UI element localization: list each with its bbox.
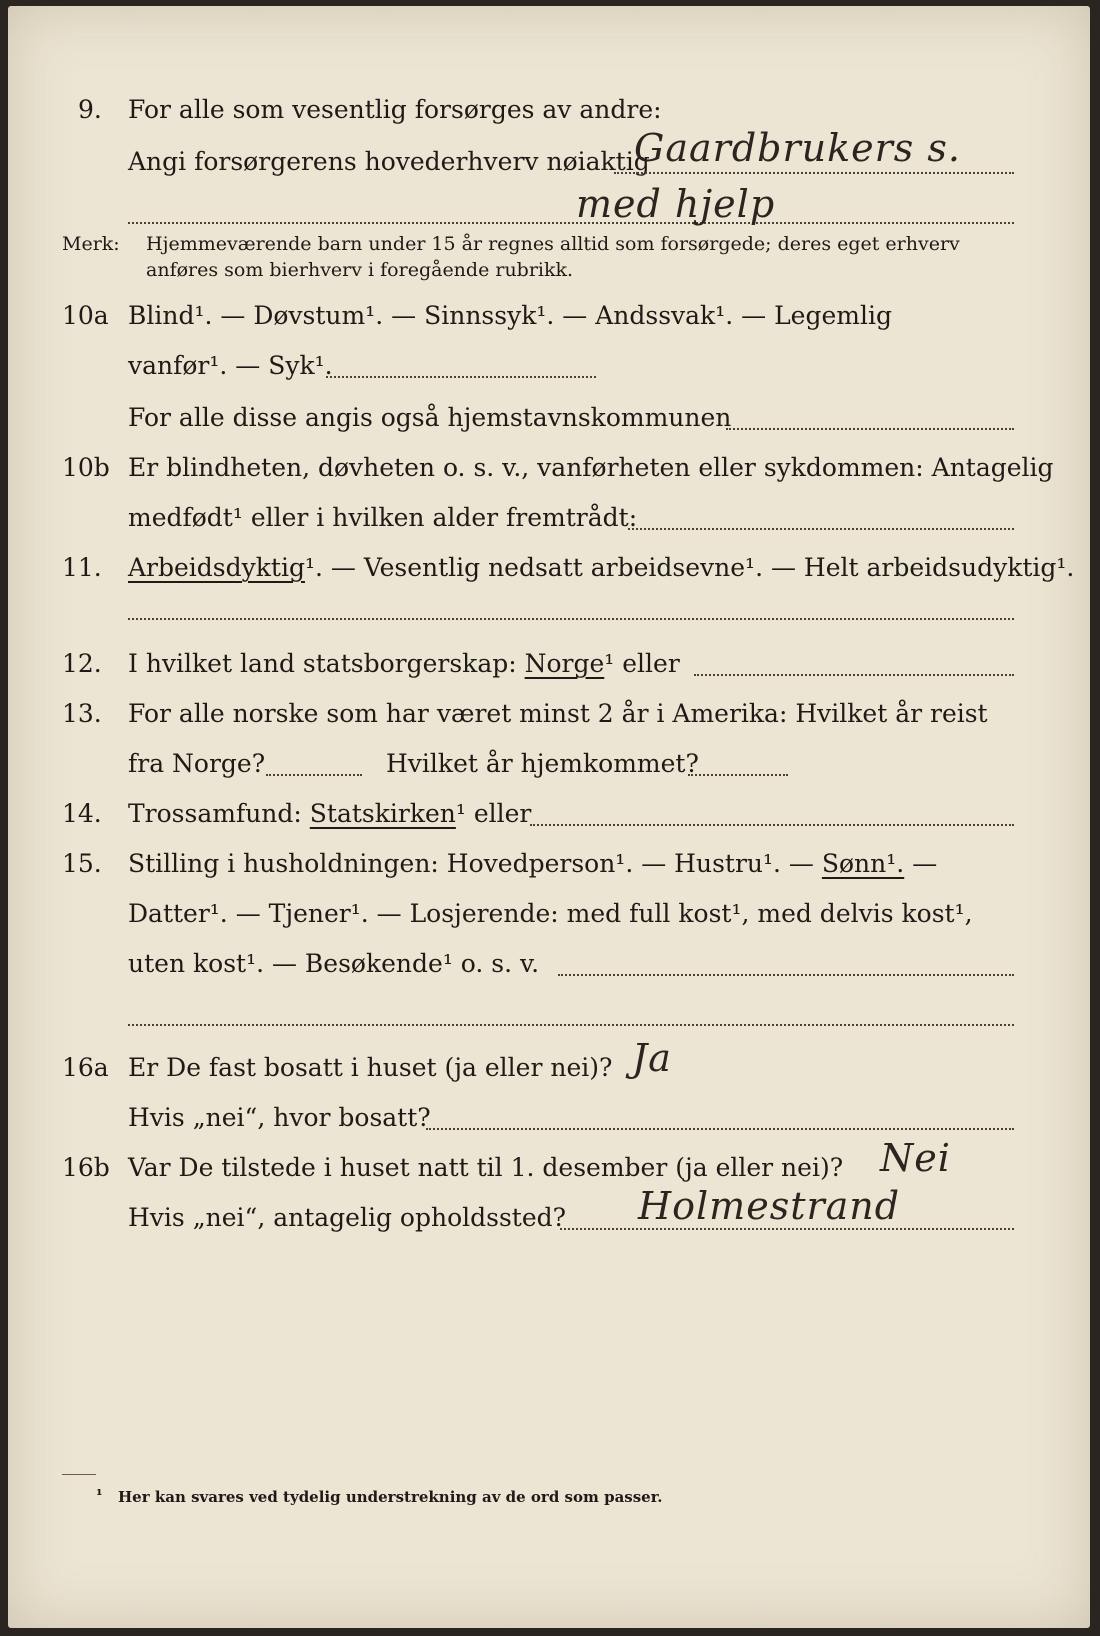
q10b-answer-line: [628, 528, 1014, 530]
q14-option-statskirken-underlined[interactable]: Statskirken: [309, 799, 456, 828]
q10a-number: 10a: [62, 301, 109, 330]
q12-option-norge-underlined[interactable]: Norge: [524, 649, 605, 678]
q9-answer-line2: [128, 222, 1014, 224]
q10a-answer-line2: [726, 428, 1014, 430]
q15-answer-line2: [128, 1024, 1014, 1026]
footnote-mark: ¹: [96, 1486, 103, 1504]
merk-line1: Hjemmeværende barn under 15 år regnes alltid som forsørgede; deres eget erhverv: [146, 233, 960, 255]
q16b-handwritten-answer1[interactable]: Nei: [880, 1136, 951, 1180]
q10a-answer-line1: [326, 376, 596, 378]
q16b-line2: Hvis „nei“, antagelig opholdssted?: [128, 1203, 567, 1232]
q13-answer-line2: [688, 774, 788, 776]
q14-post: ¹ eller: [455, 799, 532, 828]
census-form-page: [8, 6, 1090, 1628]
q9-answer-line1: [614, 172, 1014, 174]
merk-label: Merk:: [62, 233, 120, 255]
q13-line2b: Hvilket år hjemkommet?: [386, 749, 699, 778]
q15-number: 15.: [62, 849, 102, 878]
q12-pre: I hvilket land statsborgerskap:: [128, 649, 517, 678]
q11-option-arbeidsdyktig-underlined[interactable]: Arbeidsdyktig: [128, 553, 305, 582]
q16b-number: 16b: [62, 1153, 110, 1182]
q13-line1: For alle norske som har været minst 2 år i Amerika: Hvilket år reist: [128, 699, 988, 728]
q16a-line2: Hvis „nei“, hvor bosatt?: [128, 1103, 431, 1132]
q9-line2: Angi forsørgerens hovederhverv nøiaktig: [128, 147, 650, 176]
q15-line3: uten kost¹. — Besøkende¹ o. s. v.: [128, 949, 540, 978]
q14-text: [128, 798, 531, 830]
q16a-answer-line: [426, 1128, 1014, 1130]
q9-handwritten-answer2[interactable]: med hjelp: [576, 182, 776, 226]
q16a-handwritten-answer[interactable]: Ja: [632, 1036, 672, 1080]
q9-line1: For alle som vesentlig forsørges av andre:: [128, 95, 662, 124]
q12-number: 12.: [62, 649, 102, 678]
q12-post: ¹ eller: [604, 649, 680, 678]
q10b-number: 10b: [62, 453, 110, 482]
q9-number: 9.: [78, 95, 102, 124]
q10b-line1: Er blindheten, døvheten o. s. v., vanførheten eller sykdommen: Antagelig: [128, 453, 1054, 482]
q14-number: 14.: [62, 799, 102, 828]
q10a-line2: vanfør¹. — Syk¹.: [128, 351, 333, 380]
q16b-answer-line: [560, 1228, 1014, 1230]
q16b-line1: Var De tilstede i huset natt til 1. desember (ja eller nei)?: [128, 1153, 844, 1182]
q9-handwritten-answer1[interactable]: Gaardbrukers s.: [634, 126, 961, 170]
q16a-number: 16a: [62, 1053, 109, 1082]
q13-number: 13.: [62, 699, 102, 728]
q12-text: [128, 648, 680, 680]
q14-answer-line: [530, 824, 1014, 826]
q10a-line3: For alle disse angis også hjemstavnskommunen: [128, 403, 732, 432]
q15-line1: [128, 848, 937, 880]
q15-answer-line1: [558, 974, 1014, 976]
q15-option-sonn-underlined[interactable]: Sønn¹.: [821, 849, 905, 878]
merk-line2: anføres som bierhverv i foregående rubrikk.: [146, 259, 574, 281]
q11-number: 11.: [62, 553, 102, 582]
q16b-handwritten-answer2[interactable]: Holmestrand: [638, 1184, 901, 1228]
q14-pre: Trossamfund:: [128, 799, 302, 828]
footnote-text: Her kan svares ved tydelig understrekning av de ord som passer.: [118, 1488, 663, 1506]
q10b-line2: medfødt¹ eller i hvilken alder fremtrådt:: [128, 503, 638, 532]
q16a-line1: Er De fast bosatt i huset (ja eller nei)?: [128, 1053, 613, 1082]
q11-rest: ¹. — Vesentlig nedsatt arbeidsevne¹. — Helt arbeidsudyktig¹.: [304, 553, 1075, 582]
q10a-line1: Blind¹. — Døvstum¹. — Sinnssyk¹. — Andssvak¹. — Legemlig: [128, 301, 892, 330]
q13-answer-line1: [266, 774, 362, 776]
q11-text: [128, 552, 1074, 584]
q13-line2a: fra Norge?: [128, 749, 266, 778]
q15-line1b: —: [912, 849, 938, 878]
footnote-rule: [62, 1474, 96, 1475]
q11-answer-line: [128, 618, 1014, 620]
q15-line2: Datter¹. — Tjener¹. — Losjerende: med full kost¹, med delvis kost¹,: [128, 899, 973, 928]
q12-answer-line: [694, 674, 1014, 676]
q15-line1a: Stilling i husholdningen: Hovedperson¹. — Hustru¹. —: [128, 849, 814, 878]
